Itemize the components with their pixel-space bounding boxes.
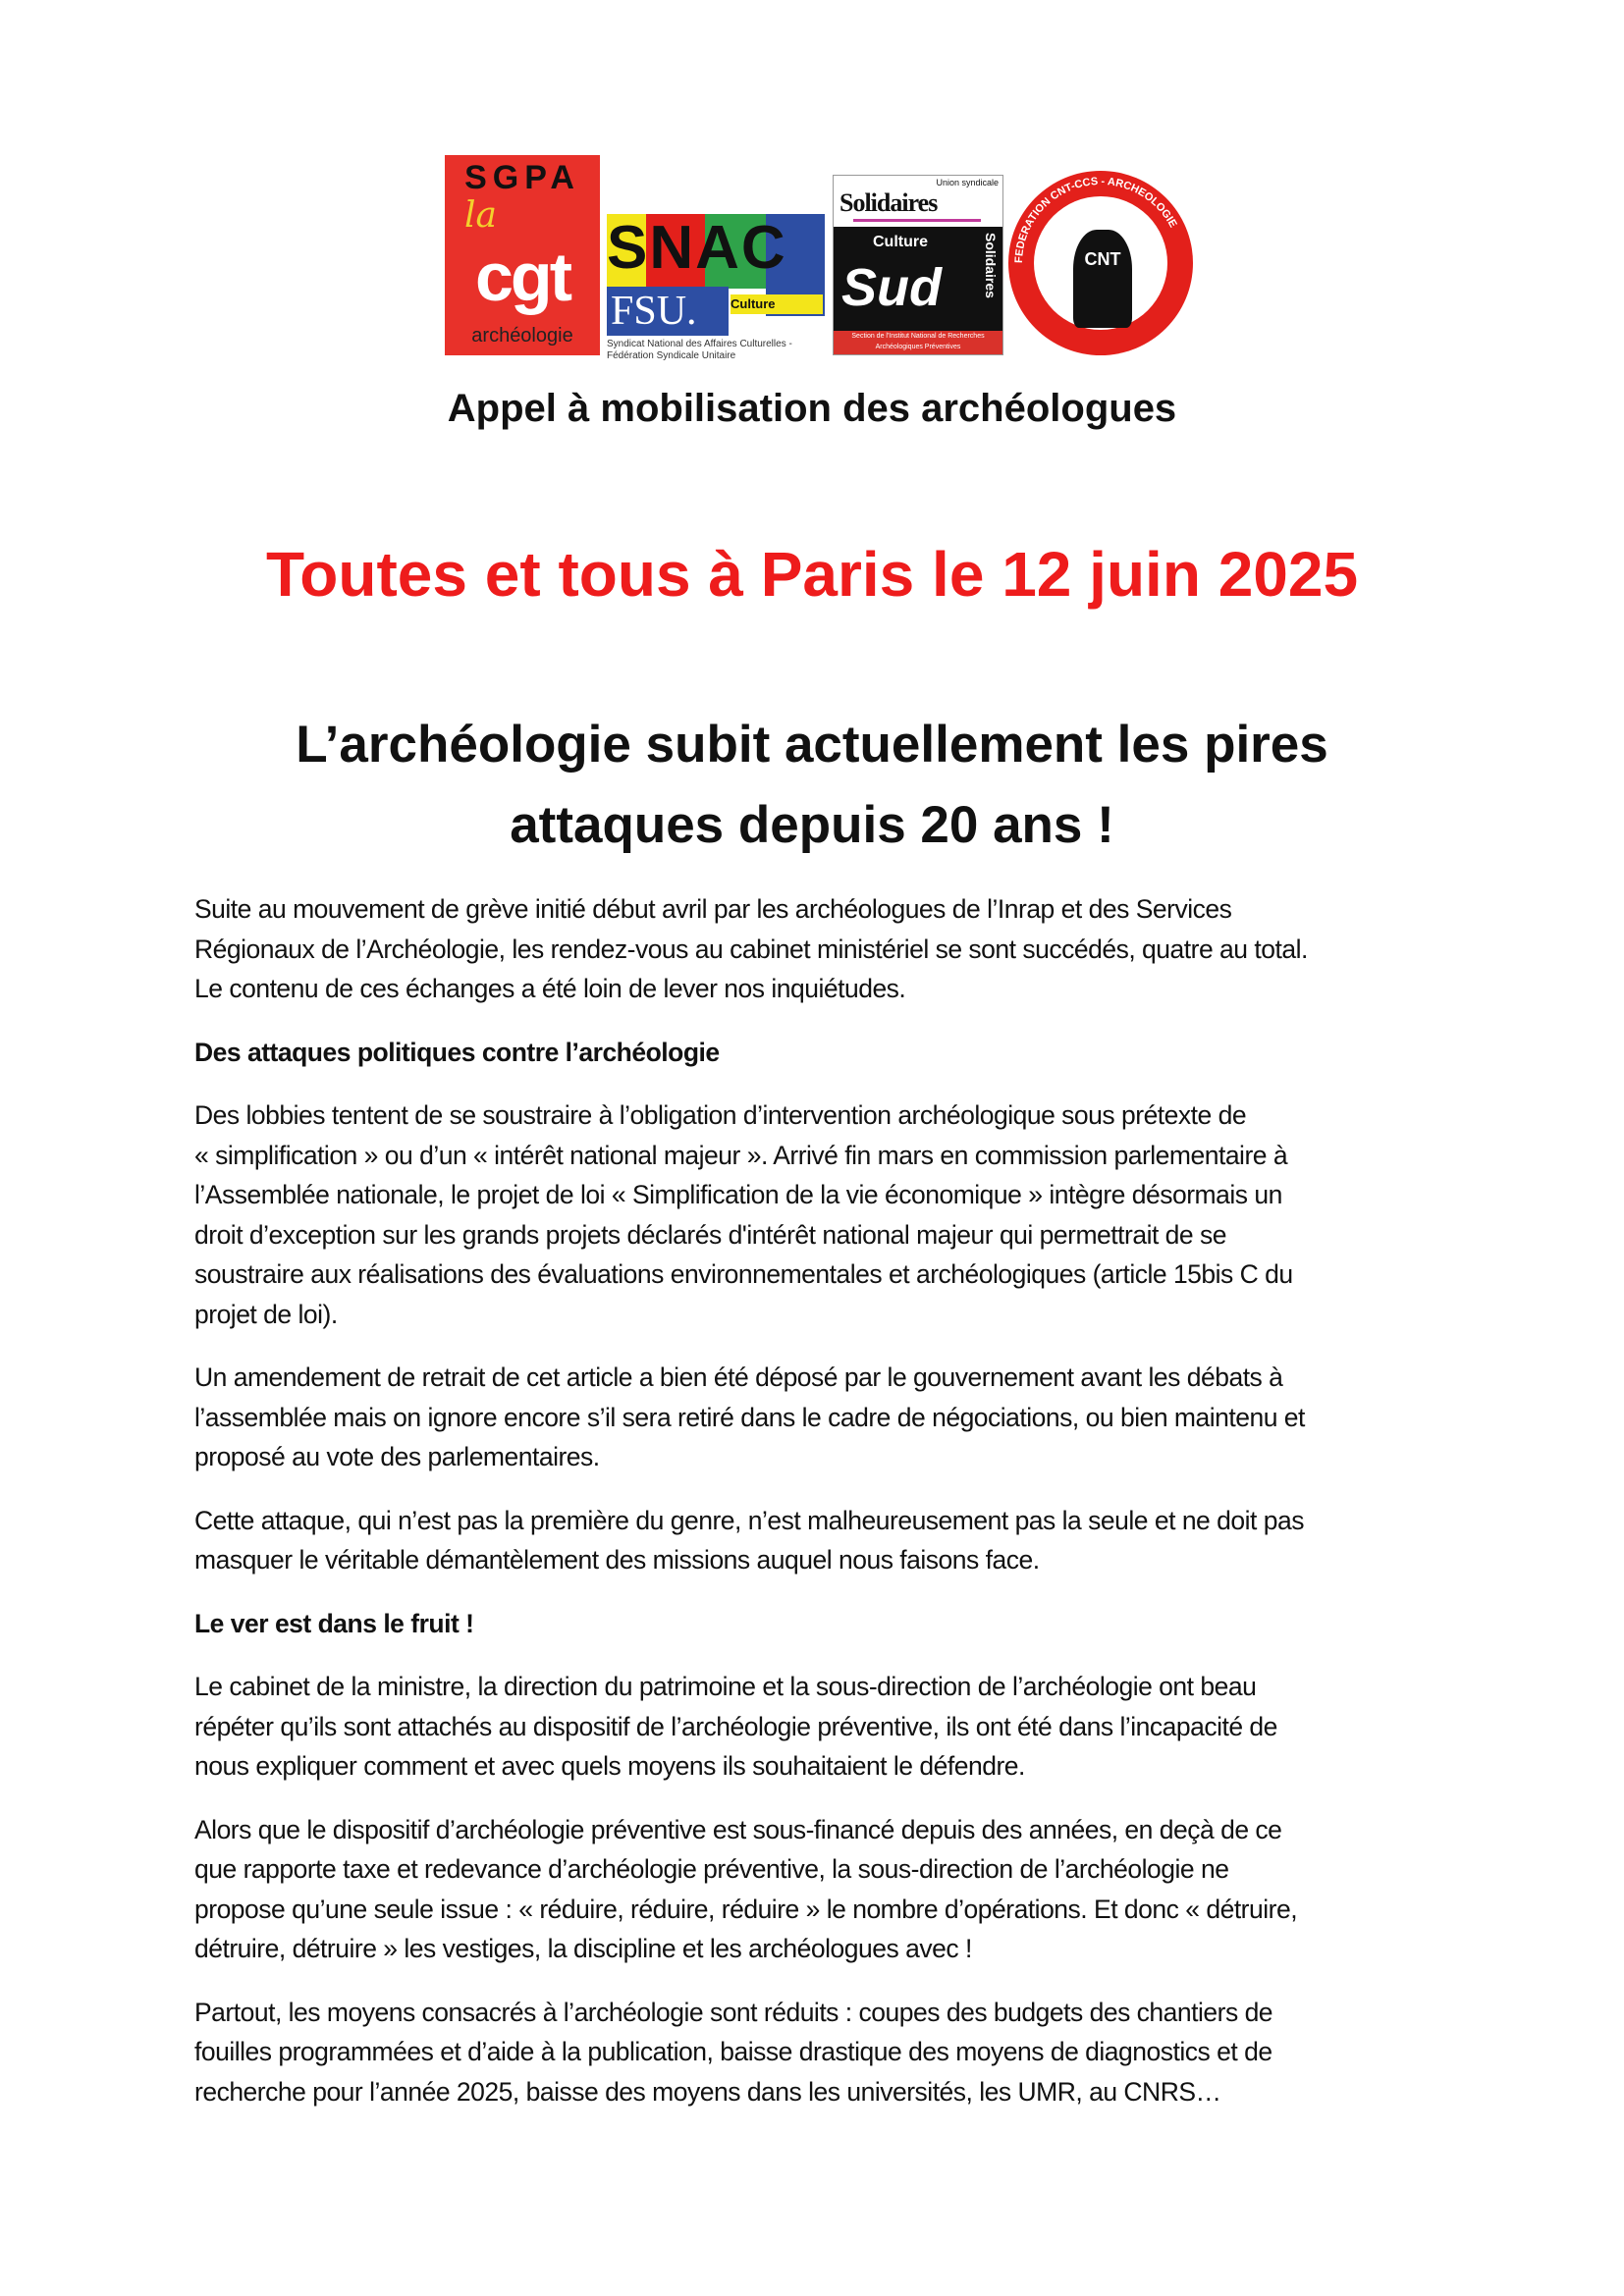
headline-line: L’archéologie subit actuellement les pires [296, 716, 1328, 774]
text-line: Alors que le dispositif d’archéologie préventive est sous-financé depuis des années, en deçà de ce [194, 1814, 1282, 1844]
text-line: Le ver est dans le fruit ! [194, 1608, 474, 1638]
logo-text: archéologie [471, 325, 573, 347]
paragraph [194, 1358, 1441, 1477]
text-line: que rapporte taxe et redevance d’archéologie préventive, la sous-direction de l’archéologie ne [194, 1854, 1229, 1884]
logo-text: FEDERATION CNT-CCS - ARCHEOLOGIE [1012, 175, 1179, 264]
text-line: projet de loi). [194, 1299, 338, 1329]
cnt-logo [1008, 171, 1193, 355]
logo-text: la [464, 195, 497, 236]
text-line: fouilles programmées et d’aide à la publication, baisse drastique des moyens de diagnostics et de [194, 2037, 1272, 2066]
text-line: Régionaux de l’Archéologie, les rendez-vous au cabinet ministériel se sont succédés, quatre au total. [194, 934, 1308, 964]
logo-text: Section de l'Institut National de Recherches Archéologiques Préventives [834, 331, 1002, 354]
paragraph [194, 889, 1441, 1009]
logo-text: Culture [873, 234, 928, 250]
text-line: Un amendement de retrait de cet article a bien été déposé par le gouvernement avant les débats à [194, 1362, 1283, 1392]
logo-text: SNAC [607, 214, 787, 282]
logo-text: SGPA [464, 159, 580, 196]
paragraph [194, 1095, 1441, 1334]
text-line: Partout, les moyens consacrés à l’archéologie sont réduits : coupes des budgets des chantiers de [194, 1997, 1273, 2027]
logo-text: Solidaires [983, 233, 999, 298]
body-text [194, 889, 1441, 2135]
text-line: nous expliquer comment et avec quels moyens ils souhaitaient le défendre. [194, 1751, 1025, 1781]
black-cat-icon [1073, 230, 1132, 328]
logo-text: CNT [1084, 249, 1121, 269]
logo-text: Solidaires [839, 188, 938, 217]
text-line: Des lobbies tentent de se soustraire à l’obligation d’intervention archéologique sous prétexte de [194, 1100, 1247, 1130]
text-line: Le contenu de ces échanges a été loin de lever nos inquiétudes. [194, 974, 906, 1003]
section-heading [194, 1033, 1441, 1073]
text-line: l’Assemblée nationale, le projet de loi « Simplification de la vie économique » intègre désormais un [194, 1180, 1282, 1209]
text-line: proposé au vote des parlementaires. [194, 1442, 600, 1471]
text-line: Cette attaque, qui n’est pas la première du genre, n’est malheureusement pas la seule et ne doit pas [194, 1505, 1304, 1535]
sud-solidaires-logo [833, 175, 1003, 355]
logo-text: Sud [841, 258, 942, 317]
snac-fsu-logo [607, 214, 825, 375]
text-line: masquer le véritable démantèlement des missions auquel nous faisons face. [194, 1545, 1040, 1575]
text-line: répéter qu’ils sont attachés au dispositif de l’archéologie préventive, ils ont été dans l’incapacité de [194, 1711, 1277, 1741]
text-line: Le cabinet de la ministre, la direction du patrimoine et la sous-direction de l’archéologie ont beau [194, 1672, 1257, 1701]
text-line: détruire, détruire » les vestiges, la discipline et les archéologues avec ! [194, 1934, 972, 1963]
event-title: Toutes et tous à Paris le 12 juin 2025 [265, 539, 1359, 610]
section-heading [194, 1604, 1441, 1644]
logo-text: cgt [475, 239, 569, 315]
paragraph [194, 1810, 1441, 1969]
paragraph [194, 1501, 1441, 1580]
logo-text: Union syndicale [936, 178, 999, 187]
text-line: soustraire aux réalisations des évaluations environnementales et archéologiques (article 15bis C du [194, 1259, 1293, 1289]
text-line: Suite au mouvement de grève initié début avril par les archéologues de l’Inrap et des Services [194, 894, 1232, 924]
document-title: Appel à mobilisation des archéologues [447, 387, 1177, 430]
cgt-logo [445, 155, 600, 355]
logo-text: Culture [731, 294, 823, 314]
text-line: recherche pour l’année 2025, baisse des moyens dans les universités, les UMR, au CNRS… [194, 2076, 1221, 2107]
paragraph [194, 1667, 1441, 1787]
headline-line: attaques depuis 20 ans ! [510, 796, 1114, 854]
logo-text: Syndicat National des Affaires Culturelles - Fédération Syndicale Unitaire [607, 339, 792, 361]
text-line: « simplification » ou d’un « intérêt national majeur ». Arrivé fin mars en commission parlementaire à [194, 1140, 1288, 1170]
text-line: droit d’exception sur les grands projets déclarés d'intérêt national majeur qui permettrait de se [194, 1219, 1227, 1250]
logo-text: FSU. [607, 287, 729, 336]
text-line: Des attaques politiques contre l’archéologie [194, 1037, 720, 1067]
text-line: l’assemblée mais on ignore encore s’il sera retiré dans le cadre de négociations, ou bien maintenu et [194, 1402, 1305, 1432]
paragraph [194, 1993, 1441, 2112]
text-line: propose qu’une seule issue : « réduire, réduire, réduire » le nombre d’opérations. Et donc « détruire, [194, 1894, 1298, 1924]
